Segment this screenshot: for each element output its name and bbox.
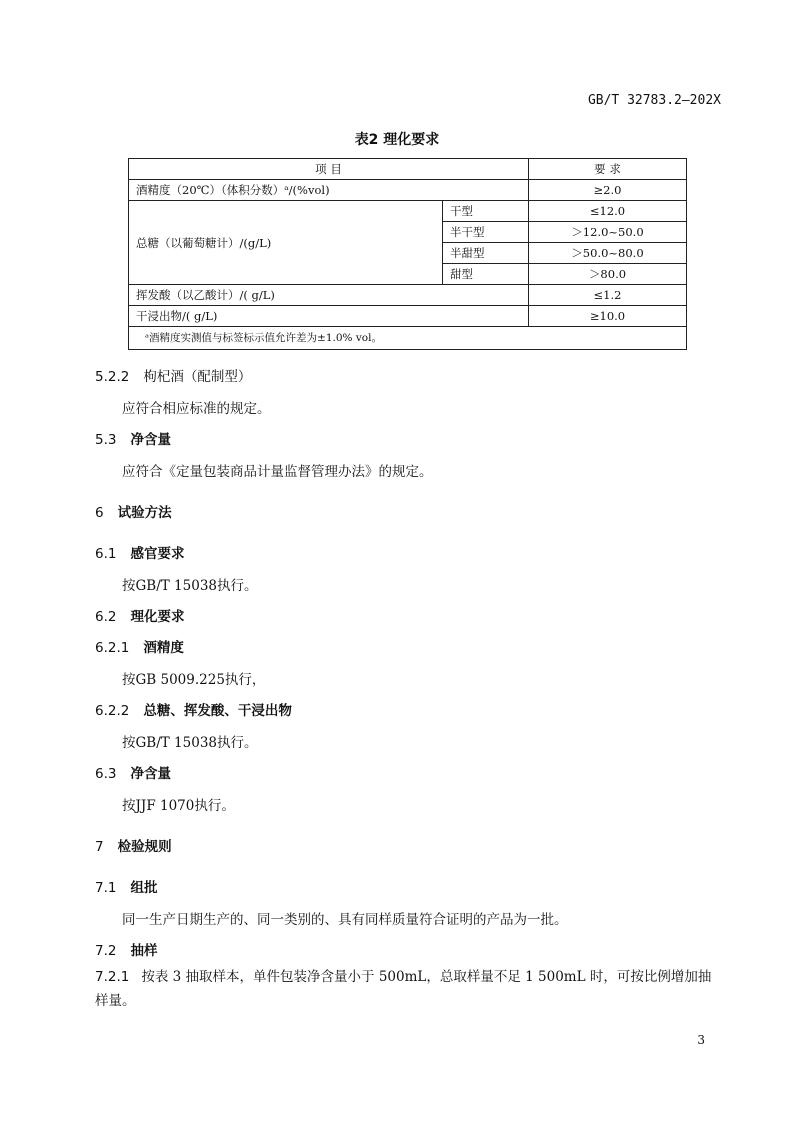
header-requirement: 要 求 [529, 159, 687, 180]
section-title: 酒精度 [143, 640, 184, 656]
row-label-sugar: 总糖（以葡萄糖计）/(g/L) [129, 201, 443, 285]
table-footnote-row [129, 327, 687, 350]
section-title: 组批 [130, 880, 158, 896]
section-number: 6.3 [95, 766, 117, 782]
section-body: 应符合相应标准的规定。 [122, 401, 271, 417]
row-value-alcohol: ≥2.0 [529, 180, 687, 201]
section-number: 5.3 [95, 432, 117, 448]
section-body: 按JJF 1070执行。 [122, 798, 235, 814]
section-title: 检验规则 [117, 839, 172, 855]
section-title: 枸杞酒（配制型） [143, 369, 252, 385]
section-number: 6.2 [95, 609, 117, 625]
section-heading [95, 605, 184, 625]
requirements-table [128, 158, 687, 350]
section-body: 按GB/T 15038执行。 [122, 578, 258, 594]
section-number: 7.2.1 [95, 969, 130, 985]
sugar-type: 半甜型 [443, 243, 529, 264]
sugar-value: ＞12.0~50.0 [529, 222, 687, 243]
section-title: 抽样 [130, 943, 158, 959]
section-body: 按GB 5009.225执行， [122, 672, 266, 688]
sugar-type: 甜型 [443, 264, 529, 285]
table-row [129, 306, 687, 327]
section-number: 6.1 [95, 546, 117, 562]
section-title: 理化要求 [130, 609, 185, 625]
section-number: 6 [95, 505, 104, 521]
section-body: 应符合《定量包装商品计量监督管理办法》的规定。 [122, 464, 433, 480]
section-number: 6.2.1 [95, 640, 130, 656]
section-number: 7.1 [95, 880, 117, 896]
section-heading [95, 542, 184, 562]
sugar-value: ＞50.0~80.0 [529, 243, 687, 264]
section-heading [95, 939, 157, 959]
header-item: 项 目 [129, 159, 529, 180]
table-footnote: ᵃ酒精度实测值与标签标示值允许差为±1.0% vol。 [129, 327, 687, 350]
section-heading [95, 762, 171, 782]
row-label-alcohol: 酒精度（20℃）（体积分数）ᵃ/(%vol) [129, 180, 529, 201]
table-caption: 表2 理化要求 [354, 132, 440, 148]
section-heading [95, 699, 292, 719]
section-heading [95, 365, 251, 385]
table-row [129, 180, 687, 201]
section-paragraph [95, 965, 720, 1013]
section-body: 同一生产日期生产的、同一类别的、具有同样质量符合证明的产品为一批。 [122, 912, 568, 928]
table-row [129, 285, 687, 306]
section-heading [95, 636, 184, 656]
section-number: 5.2.2 [95, 369, 130, 385]
sugar-value: ＞80.0 [529, 264, 687, 285]
sugar-type: 半干型 [443, 222, 529, 243]
section-title: 总糖、挥发酸、干浸出物 [143, 703, 292, 719]
sugar-type: 干型 [443, 201, 529, 222]
table-header-row [129, 159, 687, 180]
row-label-extract: 干浸出物/( g/L) [129, 306, 529, 327]
section-title: 感官要求 [130, 546, 185, 562]
section-heading [95, 835, 172, 855]
table-row [129, 201, 687, 222]
section-body: 按GB/T 15038执行。 [122, 735, 258, 751]
section-title: 净含量 [130, 432, 171, 448]
section-heading [95, 876, 157, 896]
section-number: 7 [95, 839, 104, 855]
row-value-extract: ≥10.0 [529, 306, 687, 327]
section-heading [95, 428, 171, 448]
standard-number: GB/T 32783.2—202X [587, 93, 721, 108]
section-title: 净含量 [130, 766, 171, 782]
section-heading [95, 501, 172, 521]
sugar-value: ≤12.0 [529, 201, 687, 222]
section-title: 试验方法 [117, 505, 172, 521]
row-value-acid: ≤1.2 [529, 285, 687, 306]
section-number: 6.2.2 [95, 703, 130, 719]
section-number: 7.2 [95, 943, 117, 959]
page-number: 3 [697, 1033, 705, 1047]
row-label-acid: 挥发酸（以乙酸计）/( g/L) [129, 285, 529, 306]
section-body: 按表 3 抽取样本，单件包装净含量小于 500mL，总取样量不足 1 500mL 时，可按比例增加抽样量。 [95, 969, 712, 1009]
